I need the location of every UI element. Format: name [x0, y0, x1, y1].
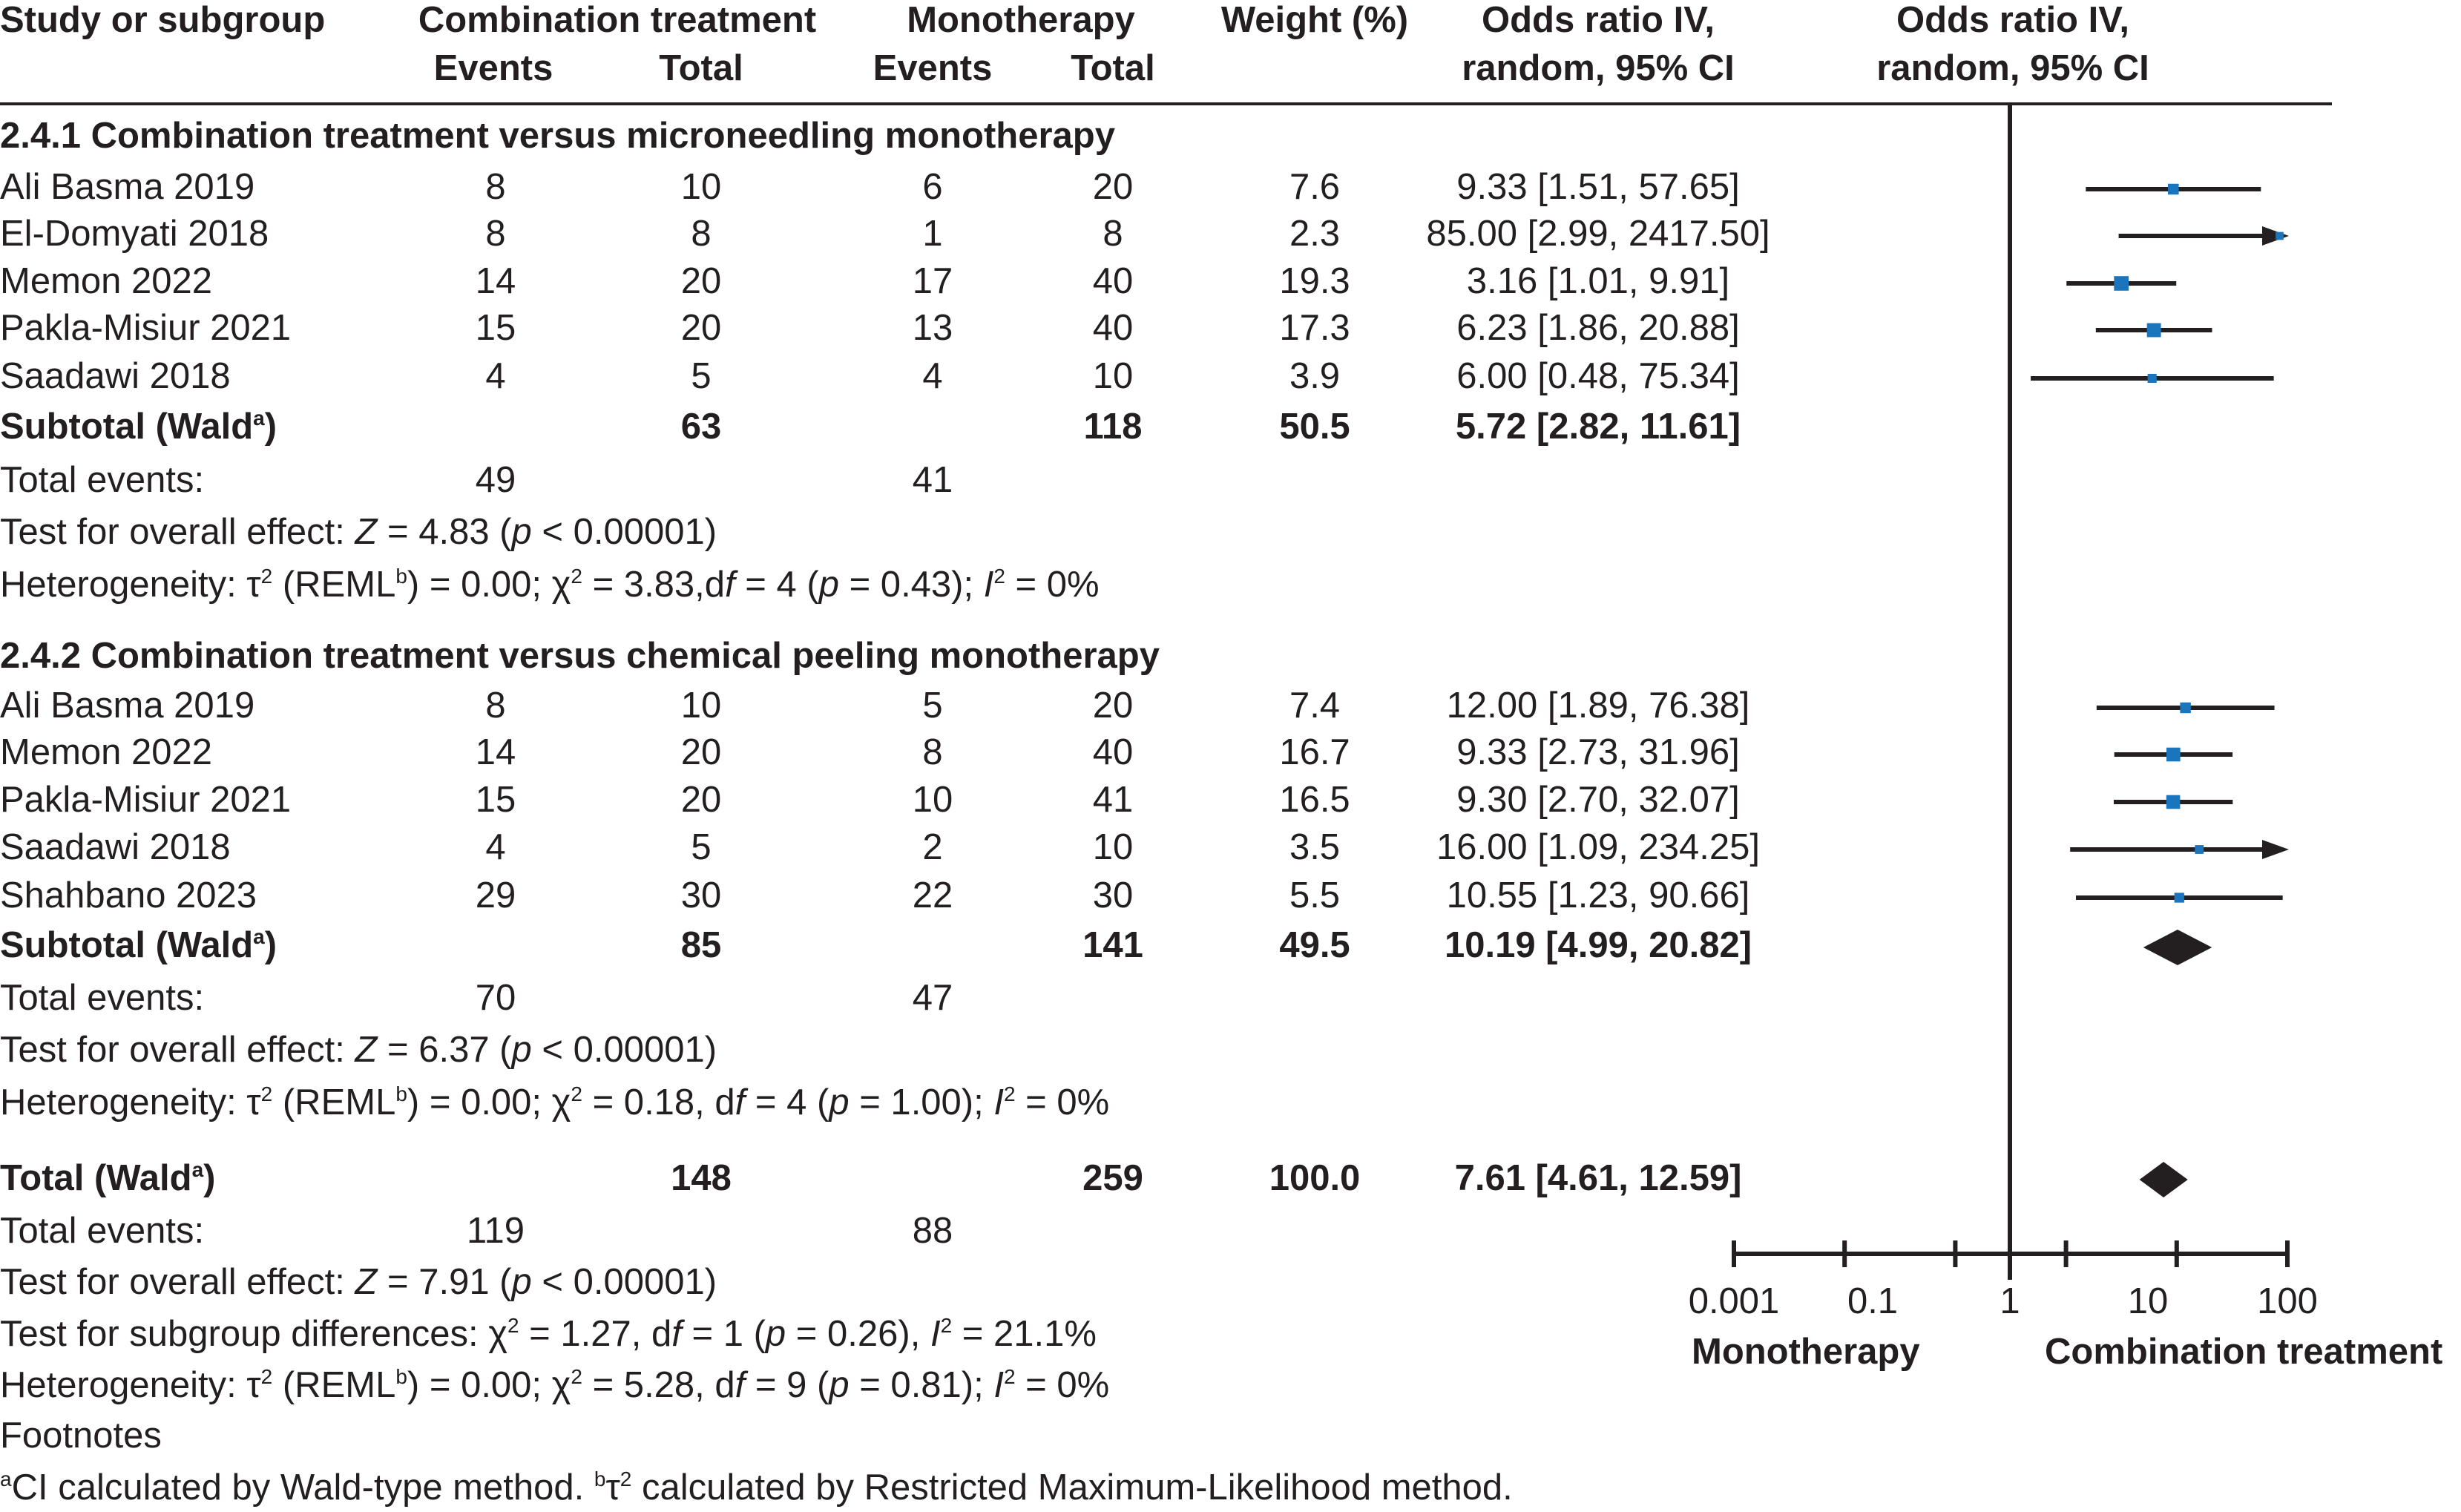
axis-tick-label: 10: [2127, 1281, 2169, 1321]
group-1-title: 2.4.1 Combination treatment versus microneedling monotherapy: [0, 116, 1115, 156]
study-name: Ali Basma 2019: [0, 686, 255, 726]
mono-total: 8: [1103, 214, 1123, 254]
odds-ratio-value: 6.23 [1.86, 20.88]: [1456, 308, 1740, 348]
mono-total: 20: [1092, 686, 1134, 726]
mono-events: 13: [912, 308, 953, 348]
combo-events: 15: [475, 308, 516, 348]
mono-total: 40: [1092, 308, 1134, 348]
effect-square: [2114, 276, 2129, 291]
pooled-effect-diamond: [2140, 1162, 2188, 1197]
mono-events: 22: [912, 875, 953, 916]
mono-events: 1: [922, 214, 943, 254]
forest-marks: [2031, 184, 2289, 1197]
study-name: Memon 2022: [0, 732, 213, 772]
overall-effect-test: Test for overall effect: Z = 6.37 (p < 0.00001): [0, 1030, 717, 1070]
combo-total: 20: [680, 308, 722, 348]
combo-total: 5: [691, 356, 712, 396]
total-odds-ratio: 7.61 [4.61, 12.59]: [1454, 1158, 1742, 1198]
combo-total: 20: [680, 261, 722, 301]
combo-events: 8: [485, 167, 506, 207]
overall-effect-test: Test for overall effect: Z = 7.91 (p < 0.00001): [0, 1262, 717, 1302]
study-name: Saadawi 2018: [0, 827, 231, 867]
axis-tick-label: 100: [2257, 1281, 2318, 1321]
header-combo-total: Total: [659, 48, 743, 88]
odds-ratio-value: 9.33 [2.73, 31.96]: [1456, 732, 1740, 772]
effect-square: [2195, 845, 2204, 854]
study-name: Pakla-Misiur 2021: [0, 308, 292, 348]
combo-events: 15: [475, 780, 516, 820]
study-name: Memon 2022: [0, 261, 213, 301]
mono-total: 10: [1092, 356, 1134, 396]
subtotal-mono-total: 118: [1083, 407, 1143, 447]
header-weight: Weight (%): [1220, 0, 1409, 40]
odds-ratio-value: 9.30 [2.70, 32.07]: [1456, 780, 1740, 820]
weight-value: 3.9: [1289, 356, 1341, 396]
weight-value: 16.7: [1279, 732, 1350, 772]
mono-total: 20: [1092, 167, 1134, 207]
weight-value: 5.5: [1289, 875, 1341, 916]
effect-square: [2148, 374, 2157, 383]
footnotes-text: $^a$CI calculated by Wald-type method. $^b\tau^2$ calculated by Restricted Maximum-Likelihood method.: [0, 1467, 1513, 1508]
odds-ratio-value: 6.00 [0.48, 75.34]: [1456, 356, 1740, 396]
subtotal-odds-ratio: 5.72 [2.82, 11.61]: [1455, 407, 1741, 447]
weight-value: 17.3: [1279, 308, 1350, 348]
group-2-title: 2.4.2 Combination treatment versus chemical peeling monotherapy: [0, 636, 1160, 676]
mono-events: 17: [912, 261, 953, 301]
subtotal-combo-total: 85: [680, 925, 722, 965]
subtotal-weight: 49.5: [1279, 925, 1350, 965]
subtotal-odds-ratio: 10.19 [4.99, 20.82]: [1444, 925, 1752, 965]
combo-events: 8: [485, 214, 506, 254]
study-name: Shahbano 2023: [0, 875, 257, 916]
effect-square: [2276, 232, 2284, 240]
combo-total: 8: [691, 214, 712, 254]
header-monotherapy: Monotherapy: [907, 0, 1135, 40]
overall-effect-test: Test for overall effect: Z = 4.83 (p < 0.00001): [0, 512, 717, 552]
combo-events: 4: [485, 827, 506, 867]
effect-square: [2168, 184, 2179, 195]
header-mono-total: Total: [1071, 48, 1155, 88]
weight-value: 3.5: [1289, 827, 1341, 867]
header-plot-1: Odds ratio IV,: [1896, 0, 2130, 40]
ci-arrow-icon: [2262, 840, 2289, 859]
weight-value: 16.5: [1279, 780, 1350, 820]
axis-tick-label: 1: [2000, 1281, 2020, 1321]
heterogeneity-stat: Heterogeneity: $\tau^2$ $(REML^b) = 0.00$; $\chi^2 = 0.18$, df = 4 (p = 1.00); $I^2 = 0\%$: [0, 1082, 1110, 1123]
total-events-label: Total events:: [0, 460, 205, 500]
mono-events: 5: [922, 686, 943, 726]
pooled-effect-diamond: [2143, 930, 2212, 965]
mono-events: 4: [922, 356, 943, 396]
header-combination: Combination treatment: [418, 0, 817, 40]
weight-value: 19.3: [1279, 261, 1350, 301]
effect-square: [2166, 795, 2181, 809]
mono-total: 41: [1092, 780, 1134, 820]
combo-events: 14: [475, 261, 516, 301]
total-events-label: Total events:: [0, 1211, 205, 1251]
total-events-combo: 49: [475, 460, 516, 500]
odds-ratio-value: 9.33 [1.51, 57.65]: [1456, 167, 1740, 207]
mono-total: 40: [1092, 261, 1134, 301]
total-events-combo: 70: [475, 978, 516, 1018]
combo-events: 8: [485, 686, 506, 726]
total-combo-total: 148: [671, 1158, 732, 1198]
effect-square: [2175, 893, 2184, 902]
weight-value: 7.6: [1289, 167, 1341, 207]
combo-total: 20: [680, 732, 722, 772]
odds-ratio-value: 85.00 [2.99, 2417.50]: [1426, 214, 1770, 254]
weight-value: 2.3: [1289, 214, 1341, 254]
study-name: Pakla-Misiur 2021: [0, 780, 292, 820]
combo-events: 14: [475, 732, 516, 772]
total-weight: 100.0: [1269, 1158, 1361, 1198]
subtotal-label: Subtotal (Wald$^a$): [0, 925, 277, 965]
mono-total: 30: [1092, 875, 1134, 916]
combo-total: 5: [691, 827, 712, 867]
total-events-mono: 88: [912, 1211, 953, 1251]
axis-label-right: Combination treatment: [2045, 1332, 2443, 1372]
axis-tick-label: 0.001: [1688, 1281, 1780, 1321]
mono-events: 6: [922, 167, 943, 207]
odds-ratio-value: 16.00 [1.09, 234.25]: [1436, 827, 1760, 867]
header-or-2: random, 95% CI: [1462, 48, 1735, 88]
mono-events: 2: [922, 827, 943, 867]
mono-events: 8: [922, 732, 943, 772]
combo-events: 29: [475, 875, 516, 916]
combo-total: 30: [680, 875, 722, 916]
weight-value: 7.4: [1289, 686, 1341, 726]
subtotal-combo-total: 63: [680, 407, 722, 447]
total-events-label: Total events:: [0, 978, 205, 1018]
odds-ratio-value: 12.00 [1.89, 76.38]: [1446, 686, 1750, 726]
total-events-mono: 41: [912, 460, 953, 500]
axis-tick-label: 0.1: [1847, 1281, 1899, 1321]
total-events-combo: 119: [466, 1211, 525, 1251]
ci-arrow-icon: [2262, 226, 2289, 246]
header-combo-events: Events: [433, 48, 553, 88]
heterogeneity-stat: Heterogeneity: $\tau^2$ $(REML^b) = 0.00$; $\chi^2 = 3.83,df = 4$ (p = 0.43); $I^2 = 0\%$: [0, 565, 1100, 605]
subtotal-weight: 50.5: [1279, 407, 1350, 447]
study-name: El-Domyati 2018: [0, 214, 269, 254]
effect-square: [2147, 323, 2161, 338]
odds-ratio-value: 10.55 [1.23, 90.66]: [1446, 875, 1750, 916]
mono-events: 10: [912, 780, 953, 820]
effect-square: [2180, 703, 2190, 713]
mono-total: 10: [1092, 827, 1134, 867]
subtotal-mono-total: 141: [1082, 925, 1143, 965]
header-or-1: Odds ratio IV,: [1481, 0, 1715, 40]
header-study: Study or subgroup: [0, 0, 326, 40]
subtotal-label: Subtotal (Wald$^a$): [0, 407, 277, 447]
study-name: Saadawi 2018: [0, 356, 231, 396]
combo-events: 4: [485, 356, 506, 396]
study-name: Ali Basma 2019: [0, 167, 255, 207]
combo-total: 20: [680, 780, 722, 820]
axis-label-left: Monotherapy: [1692, 1332, 1920, 1372]
combo-total: 10: [680, 686, 722, 726]
heterogeneity-stat: Heterogeneity: $\tau^2$ $(REML^b) = 0.00$; $\chi^2 = 5.28$, df = 9 (p = 0.81); $I^2 = 0\%$: [0, 1365, 1110, 1405]
effect-square: [2166, 748, 2181, 762]
combo-total: 10: [680, 167, 722, 207]
subgroup-differences-test: Test for subgroup differences: $\chi^2 = 1.27$, df = 1 (p = 0.26), $I^2 = 21.1\%$: [0, 1314, 1097, 1354]
mono-total: 40: [1092, 732, 1134, 772]
odds-ratio-value: 3.16 [1.01, 9.91]: [1466, 261, 1730, 301]
total-events-mono: 47: [912, 978, 953, 1018]
total-label: Total (Wald$^a$): [0, 1158, 216, 1198]
header-plot-2: random, 95% CI: [1876, 48, 2149, 88]
header-mono-events: Events: [873, 48, 993, 88]
footnotes-title: Footnotes: [0, 1416, 162, 1456]
total-mono-total: 259: [1082, 1158, 1143, 1198]
